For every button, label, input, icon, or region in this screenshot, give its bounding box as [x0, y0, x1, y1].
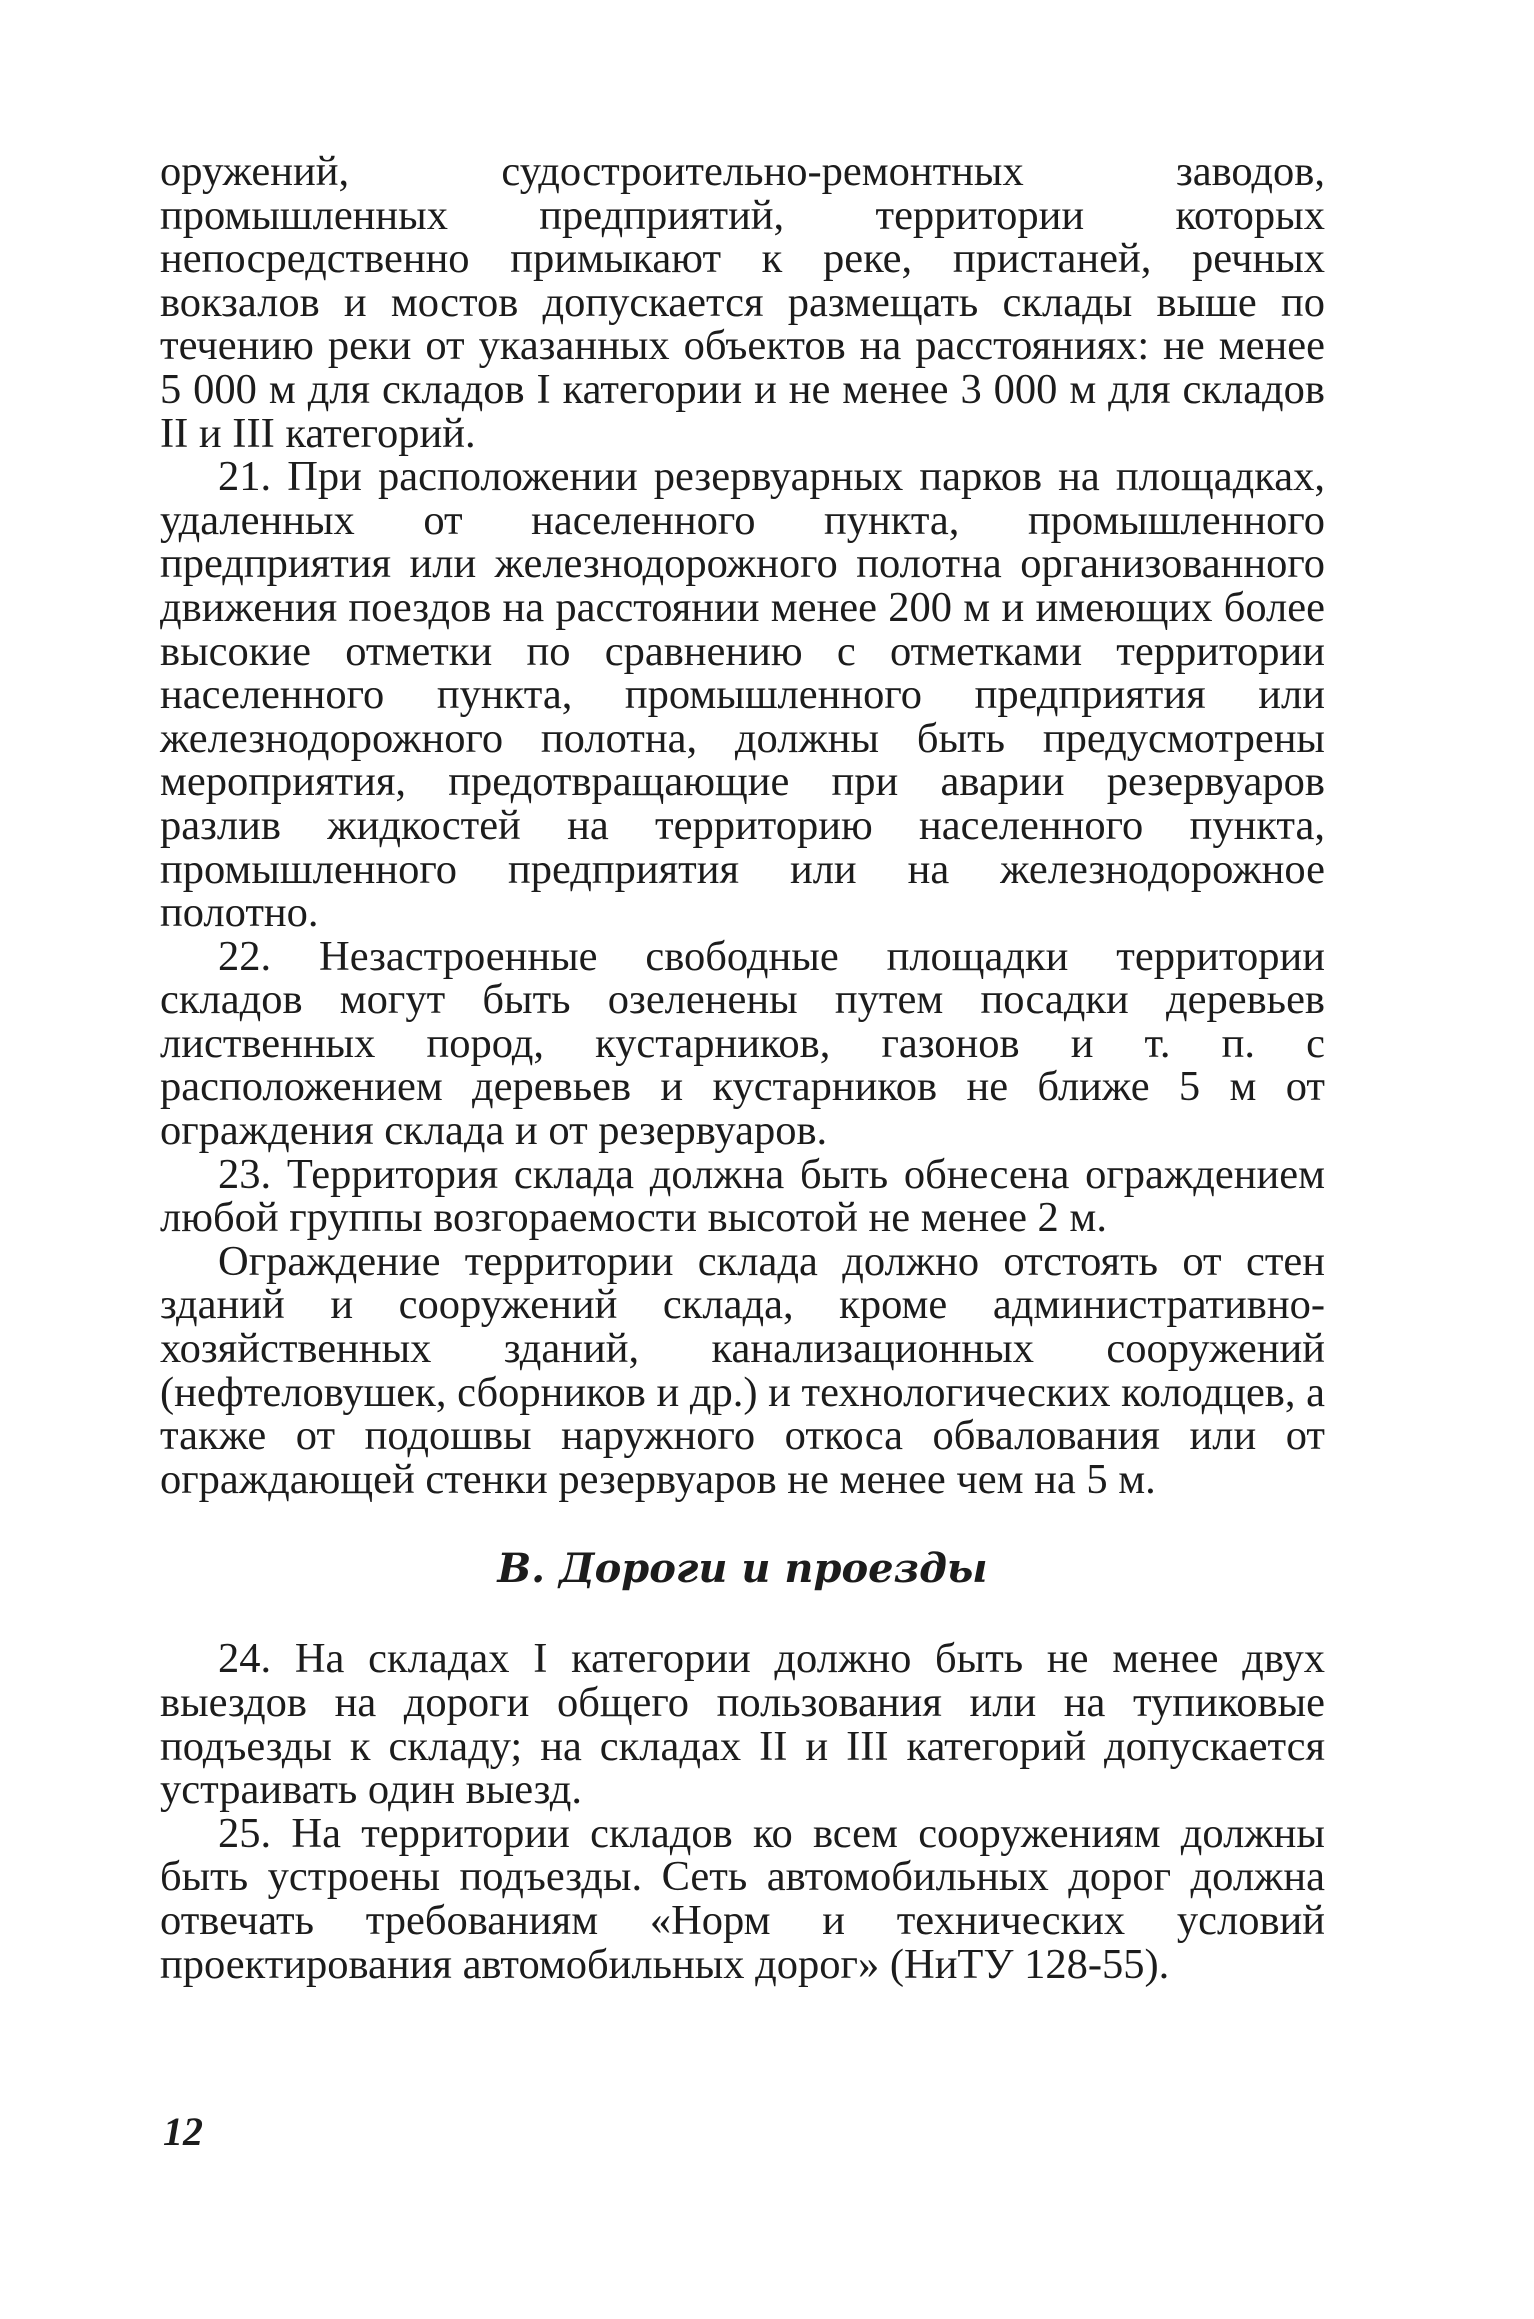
paragraph-23-fence-distance: Ограждение территории склада должно отстоять от стен зданий и сооружений склада, кроме административно-хозяйственных зданий, канализационных сооружений (нефтеловушек, сборников и др.) и технологических колодцев, а также от подошвы наружного откоса обвалования или от ограждающей стенки резервуаров не менее чем на 5 м. — [160, 1237, 1325, 1503]
page-body — [160, 150, 1325, 1986]
paragraph-22: 22. Незастроенные свободные площадки территории складов могут быть озеленены путем посадки деревьев лиственных пород, кустарников, газонов и т. п. с расположением деревьев и кустарников не ближе 5 м от ограждения склада и от резервуаров. — [160, 932, 1325, 1155]
paragraph-23: 23. Территория склада должна быть обнесена ограждением любой группы возгораемости высотой не менее 2 м. — [160, 1150, 1325, 1242]
paragraph-21: 21. При расположении резервуарных парков на площадках, удаленных от населенного пункта, промышленного предприятия или железнодорожного полотна организованного движения поездов на расстоянии менее 200 м и имеющих более высокие отметки по сравнению с отметками территории населенного пункта, промышленного предприятия или железнодорожного полотна, должны быть предусмотрены мероприятия, предотвращающие при аварии резервуаров разлив жидкостей на территорию населенного пункта, промышленного предприятия или на железнодорожное полотно. — [160, 453, 1325, 937]
section-heading: В. Дороги и проезды — [497, 1545, 988, 1593]
paragraph-25: 25. На территории складов ко всем сооружениям должны быть устроены подъезды. Сеть автомобильных дорог должна отвечать требованиям «Норм и технических условий проектирования автомобильных дорог» (НиТУ 128-55). — [160, 1809, 1325, 1988]
paragraph-24: 24. На складах I категории должно быть не менее двух выездов на дороги общего пользования или на тупиковые подъезды к складу; на складах II и III категорий допускается устраивать один выезд. — [160, 1635, 1325, 1814]
paragraph-20-continuation: оружений, судостроительно-ремонтных заводов, промышленных предприятий, территории которых непосредственно примыкают к реке, пристаней, речных вокзалов и мостов допускается размещать склады выше по течению реки от указанных объектов на расстояниях: не менее 5 000 м для складов I категории и не менее 3 000 м для складов II и III категорий. — [160, 148, 1325, 457]
page-number: 12 — [163, 2109, 203, 2154]
